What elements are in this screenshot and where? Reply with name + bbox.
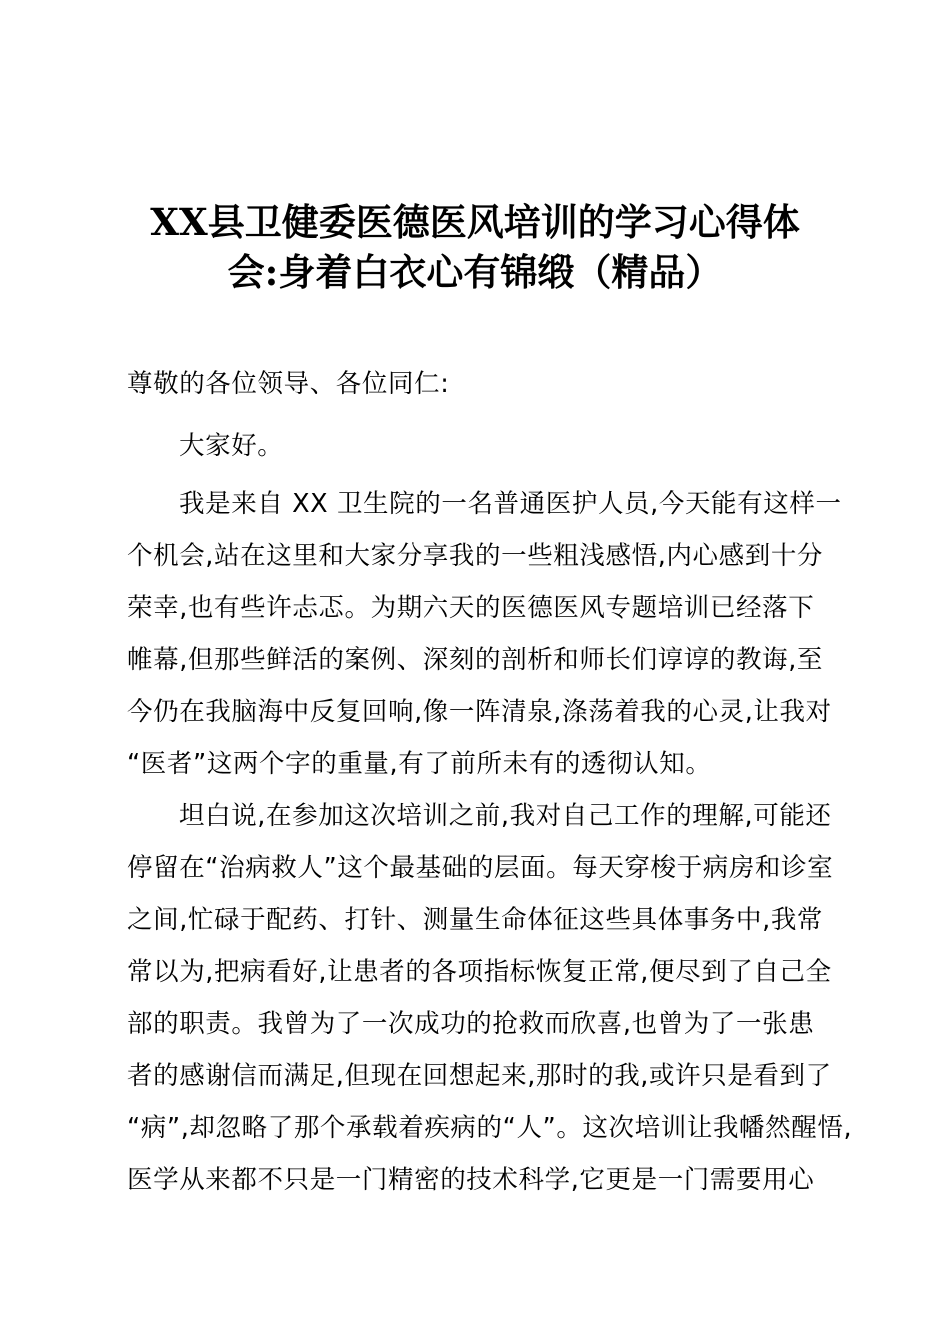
- paragraph-line: 我是来自 XX 卫生院的一名普通医护人员,今天能有这样一: [179, 489, 842, 519]
- paragraph-line: “医者”这两个字的重量,有了前所未有的透彻认知。: [127, 749, 712, 779]
- paragraph-line: 之间,忙碌于配药、打针、测量生命体征这些具体事务中,我常: [127, 905, 824, 935]
- paragraph-line: 坦白说,在参加这次培训之前,我对自己工作的理解,可能还: [179, 801, 832, 831]
- paragraph-line: 医学从来都不只是一门精密的技术科学,它更是一门需要用心: [127, 1165, 815, 1195]
- paragraph-line: 帷幕,但那些鲜活的案例、深刻的剖析和师长们谆谆的教诲,至: [127, 645, 824, 675]
- paragraph-line: 常以为,把病看好,让患者的各项指标恢复正常,便尽到了自己全: [127, 957, 832, 987]
- salutation: 尊敬的各位领导、各位同仁:: [127, 369, 450, 399]
- paragraph-line: 个机会,站在这里和大家分享我的一些粗浅感悟,内心感到十分: [127, 541, 824, 571]
- title-line: XX县卫健委医德医风培训的学习心得体: [150, 200, 800, 244]
- paragraph-line: 者的感谢信而满足,但现在回想起来,那时的我,或许只是看到了: [127, 1061, 832, 1091]
- paragraph-line: 停留在“治病救人”这个最基础的层面。每天穿梭于病房和诊室: [127, 853, 834, 883]
- paragraph-line: 今仍在我脑海中反复回响,像一阵清泉,涤荡着我的心灵,让我对: [127, 697, 832, 727]
- paragraph-line: 部的职责。我曾为了一次成功的抢救而欣喜,也曾为了一张患: [127, 1009, 815, 1039]
- paragraph-line: 荣幸,也有些许忐忑。为期六天的医德医风专题培训已经落下: [127, 593, 815, 623]
- paragraph-line: “病”,却忽略了那个承载着疾病的“人”。这次培训让我幡然醒悟,: [127, 1113, 853, 1143]
- title-line: 会:身着白衣心有锦缎（精品）: [227, 250, 723, 294]
- greeting: 大家好。: [179, 431, 284, 461]
